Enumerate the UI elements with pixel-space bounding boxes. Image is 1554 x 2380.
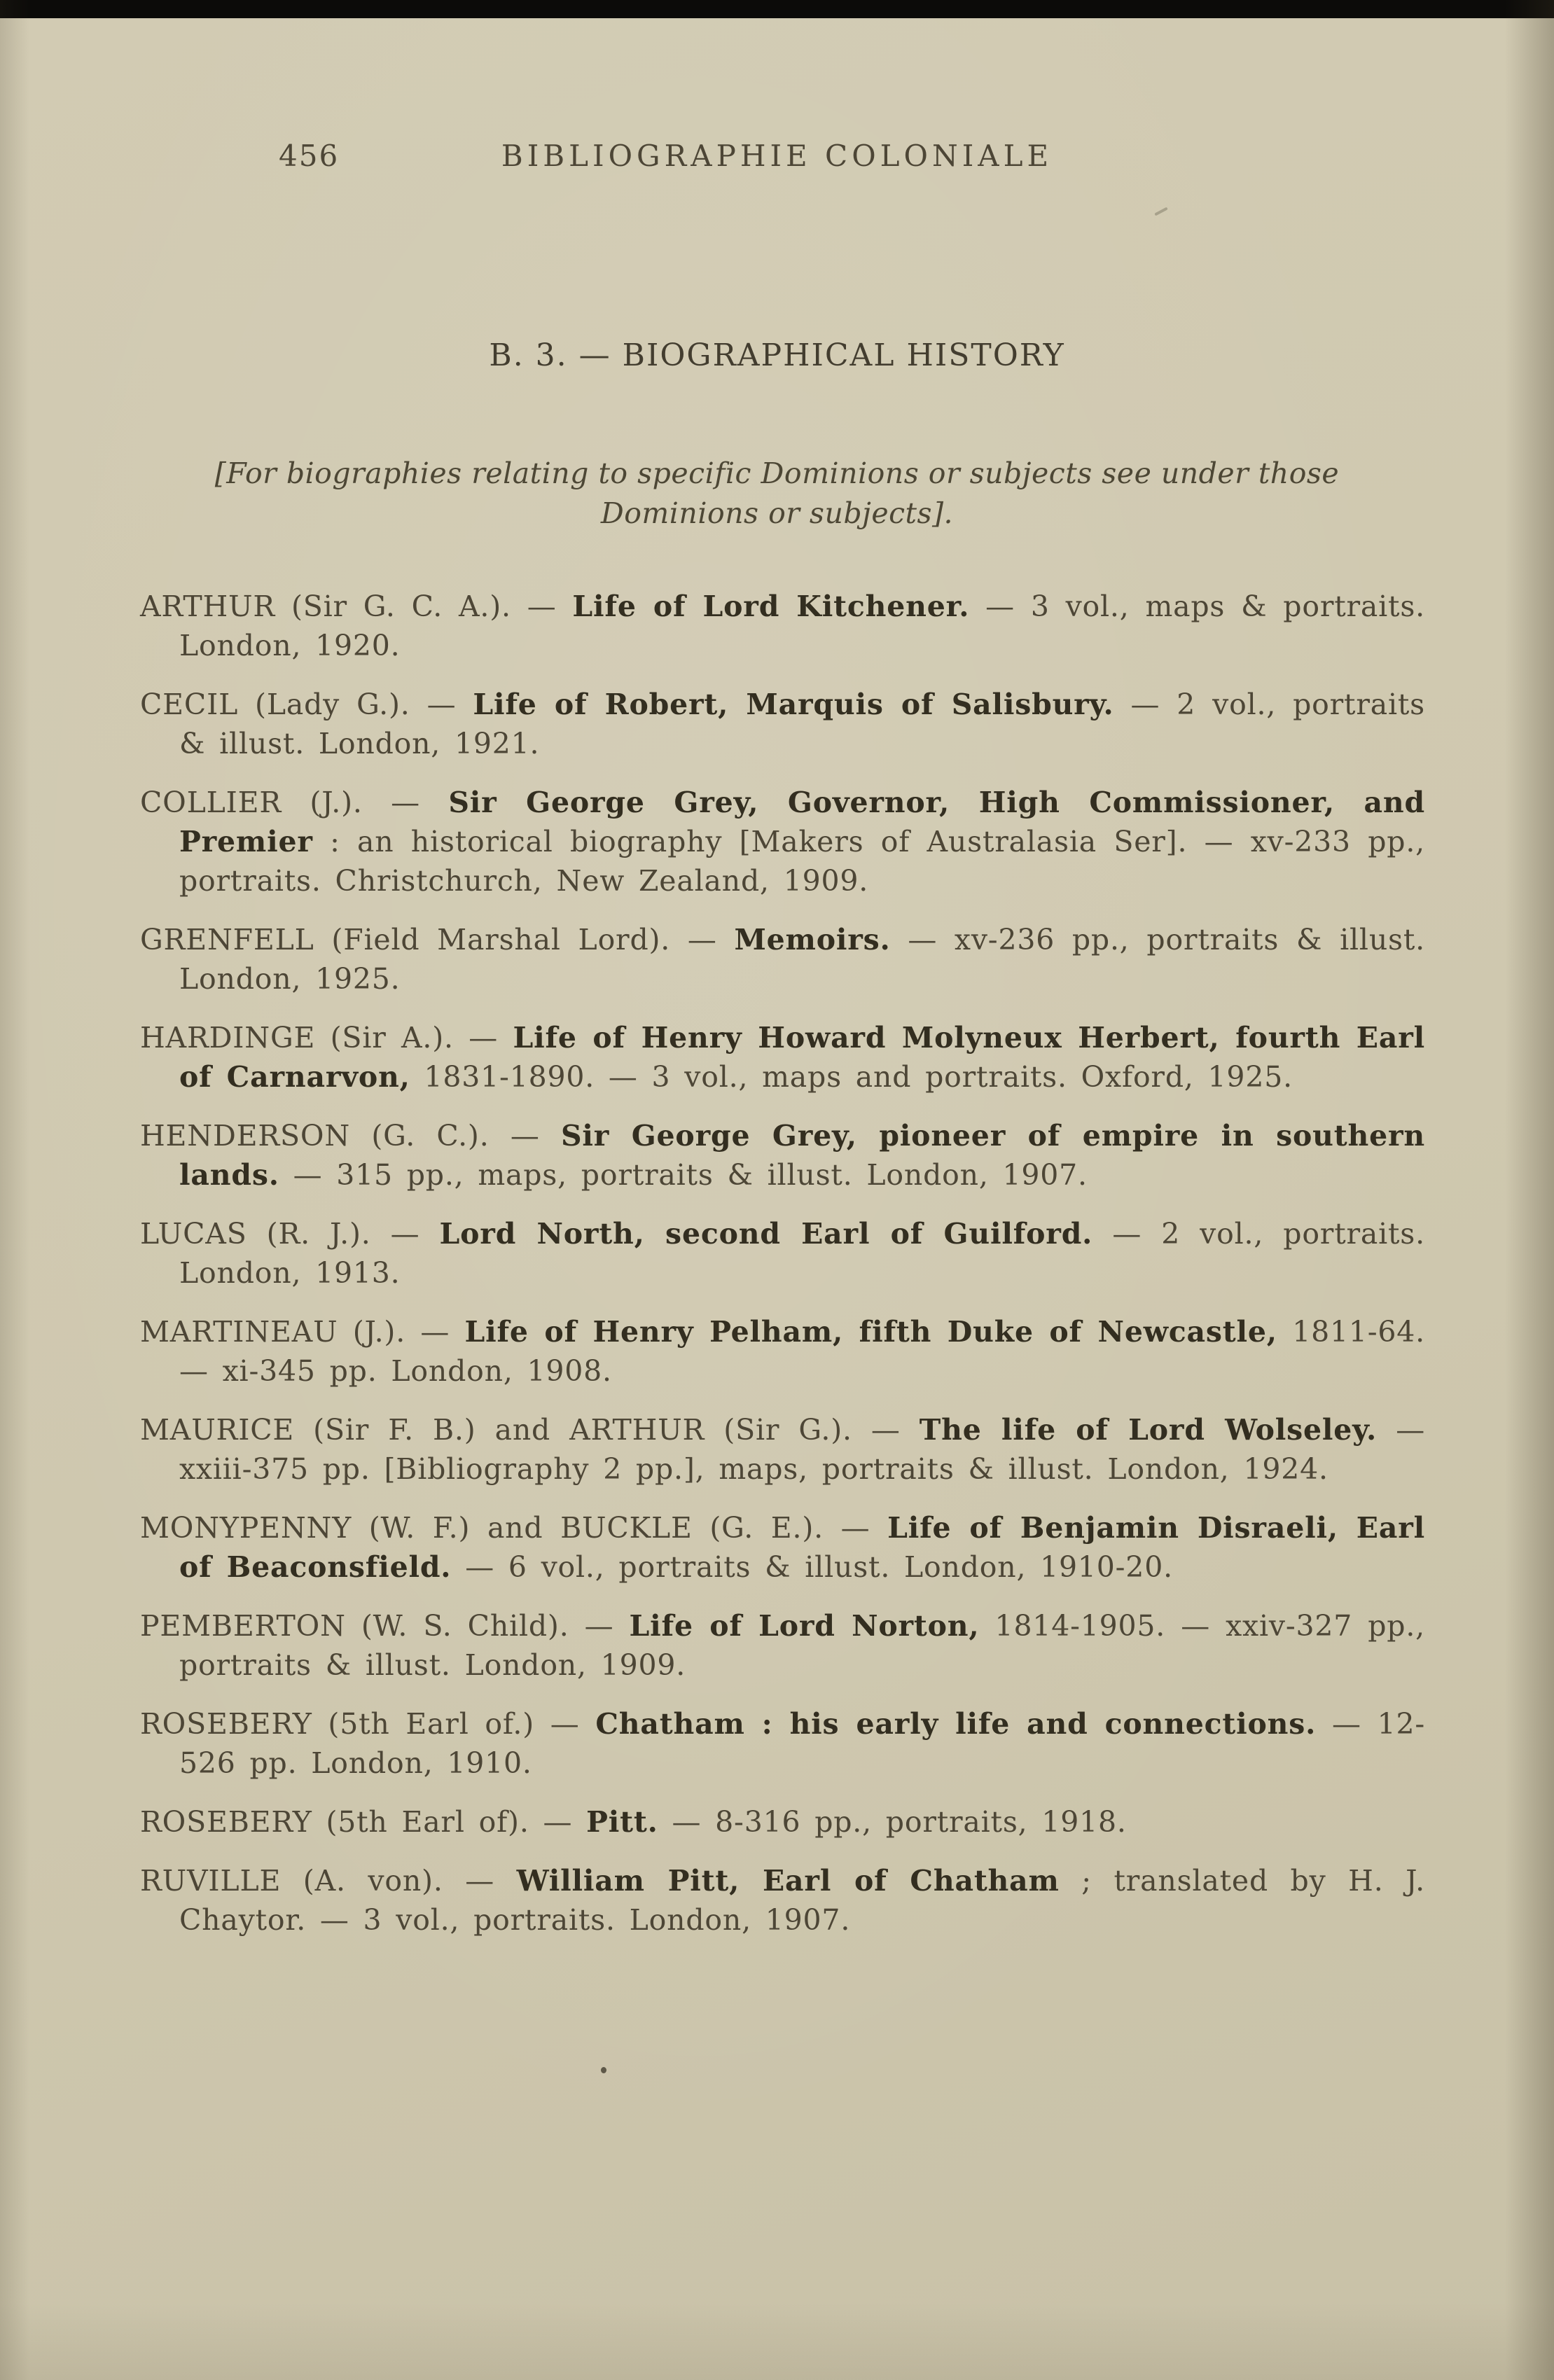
- section-title: B. 3. — BIOGRAPHICAL HISTORY: [489, 337, 1065, 373]
- entry-text-segment: — 2 vol., portraits & illust. London, 1921.: [179, 688, 1425, 760]
- entry-text-segment: ROSEBERY (5th Earl of). —: [140, 1805, 587, 1839]
- bibliography-entry: [140, 1861, 1425, 1940]
- entry-title-segment: The life of Lord Wolseley.: [919, 1413, 1378, 1447]
- bibliography-entry: [140, 1606, 1425, 1685]
- stray-ink-dot: [601, 2067, 606, 2073]
- smudge-mark: [1154, 207, 1168, 216]
- entry-text-segment: MARTINEAU (J.). —: [140, 1315, 465, 1349]
- entry-text-segment: — 3 vol., maps & portraits. London, 1920.: [179, 590, 1425, 662]
- entry-text-segment: MAURICE (Sir F. B.) and ARTHUR (Sir G.). —: [140, 1413, 920, 1447]
- entry-title-segment: Lord North, second Earl of Guilford.: [439, 1217, 1093, 1251]
- running-title: BIBLIOGRAPHIE COLONIALE: [501, 139, 1053, 173]
- bibliography-entry: [140, 1312, 1425, 1391]
- entry-title-segment: Sir George Grey, pioneer of empire in southern lands.: [179, 1119, 1425, 1192]
- bibliography-entry: [140, 1116, 1425, 1195]
- entry-title-segment: Life of Lord Kitchener.: [572, 590, 970, 623]
- scan-shadow-bottom: [0, 2303, 1554, 2380]
- bibliography-entry: [140, 1214, 1425, 1293]
- bibliography-entry: [140, 1018, 1425, 1097]
- entry-text-segment: LUCAS (R. J.). —: [140, 1217, 440, 1251]
- entry-text-segment: PEMBERTON (W. S. Child). —: [140, 1609, 630, 1643]
- entry-text-segment: ; translated by H. J. Chaytor. — 3 vol., portraits. London, 1907.: [179, 1864, 1425, 1937]
- entry-text-segment: ARTHUR (Sir G. C. A.). —: [140, 590, 573, 623]
- entry-title-segment: Pitt.: [586, 1805, 658, 1839]
- entry-text-segment: — xv-236 pp., portraits & illust. London, 1925.: [179, 923, 1425, 996]
- entry-text-segment: 1814-1905. — xxiv-327 pp., portraits & illust. London, 1909.: [179, 1609, 1425, 1682]
- bibliography-entry: [140, 1508, 1425, 1587]
- entry-title-segment: Memoirs.: [734, 923, 891, 956]
- entry-title-segment: Life of Benjamin Disraeli, Earl of Beaconsfield.: [179, 1511, 1426, 1584]
- entry-text-segment: RUVILLE (A. von). —: [140, 1864, 517, 1898]
- entry-text-segment: 1831-1890. — 3 vol., maps and portraits. Oxford, 1925.: [410, 1060, 1293, 1094]
- bibliography-list: [140, 587, 1425, 1959]
- entry-text-segment: — 2 vol., portraits. London, 1913.: [179, 1217, 1425, 1290]
- entry-text-segment: 1811-64. — xi-345 pp. London, 1908.: [179, 1315, 1425, 1388]
- entry-text-segment: — 6 vol., portraits & illust. London, 1910-20.: [451, 1550, 1173, 1584]
- entry-title-segment: Life of Lord Norton,: [629, 1609, 980, 1643]
- scan-edge-top: [0, 0, 1554, 18]
- entry-text-segment: COLLIER (J.). —: [140, 786, 449, 819]
- bibliography-entry: [140, 1410, 1425, 1489]
- entry-text-segment: ROSEBERY (5th Earl of.) —: [140, 1707, 596, 1741]
- bibliography-entry: [140, 920, 1425, 998]
- entry-text-segment: GRENFELL (Field Marshal Lord). —: [140, 923, 735, 956]
- entry-title-segment: Life of Robert, Marquis of Salisbury.: [473, 688, 1114, 721]
- entry-title-segment: Life of Henry Howard Molyneux Herbert, fourth Earl of Carnarvon,: [179, 1021, 1425, 1094]
- entry-text-segment: — 8-316 pp., portraits, 1918.: [658, 1805, 1127, 1839]
- entry-title-segment: Chatham : his early life and connections.: [595, 1707, 1317, 1741]
- scope-note: [For biographies relating to specific Dominions or subjects see under those Dominions or subjects].: [214, 457, 1340, 530]
- entry-text-segment: HENDERSON (G. C.). —: [140, 1119, 561, 1153]
- entry-text-segment: — xxiii-375 pp. [Bibliography 2 pp.], maps, portraits & illust. London, 1924.: [179, 1413, 1425, 1486]
- bibliography-entry: [140, 587, 1425, 665]
- page-number: 456: [279, 139, 340, 173]
- bibliography-entry: [140, 685, 1425, 763]
- bibliography-entry: [140, 1704, 1425, 1783]
- entry-text-segment: HARDINGE (Sir A.). —: [140, 1021, 513, 1055]
- entry-text-segment: — 12-526 pp. London, 1910.: [179, 1707, 1426, 1780]
- bibliography-entry: [140, 783, 1425, 900]
- entry-text-segment: MONYPENNY (W. F.) and BUCKLE (G. E.). —: [140, 1511, 888, 1545]
- entry-title-segment: William Pitt, Earl of Chatham: [516, 1864, 1060, 1898]
- entry-text-segment: — 315 pp., maps, portraits & illust. London, 1907.: [279, 1158, 1088, 1192]
- entry-text-segment: CECIL (Lady G.). —: [140, 688, 473, 721]
- bibliography-entry: [140, 1802, 1425, 1842]
- entry-title-segment: Life of Henry Pelham, fifth Duke of Newcastle,: [464, 1315, 1277, 1349]
- entry-title-segment: Sir George Grey, Governor, High Commissioner, and Premier: [179, 786, 1425, 858]
- entry-text-segment: : an historical biography [Makers of Australasia Ser]. — xv-233 pp., portraits. Christchurch, New Zealand, 1909.: [179, 825, 1425, 898]
